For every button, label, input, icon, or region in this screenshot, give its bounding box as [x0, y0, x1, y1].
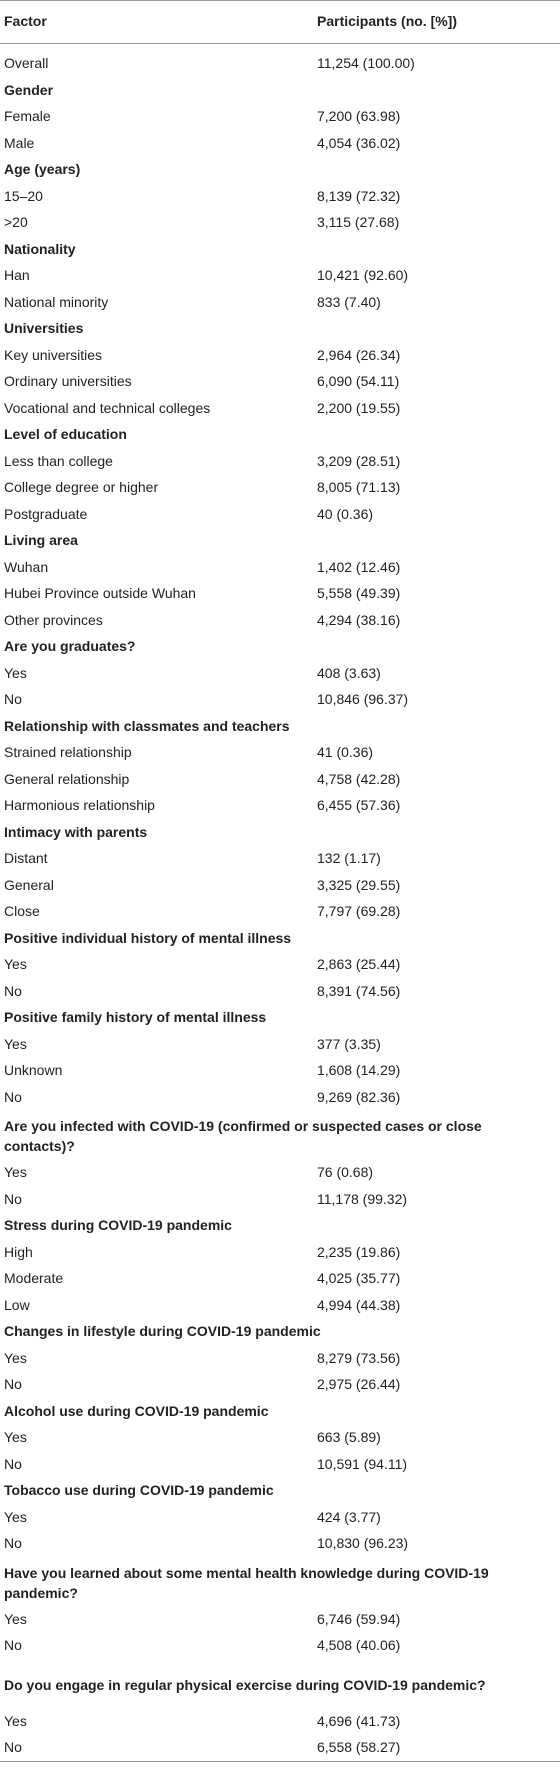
- factor-cell: Moderate: [4, 1270, 64, 1286]
- table-row: [0, 130, 560, 157]
- section-title: Changes in lifestyle during COVID-19 pandemic: [4, 1323, 321, 1339]
- table-row: [0, 1734, 560, 1761]
- factor-cell: No: [4, 982, 22, 999]
- participants-cell: 408 (3.63): [317, 664, 381, 681]
- participants-cell: 4,508 (40.06): [317, 1637, 401, 1653]
- participants-cell: 2,975 (26.44): [317, 1376, 401, 1392]
- table-row: [0, 1371, 560, 1398]
- section-title: Level of education: [4, 426, 127, 442]
- table-row: [0, 1632, 560, 1659]
- section-title: Gender: [4, 81, 54, 98]
- section-header-row: [0, 1212, 560, 1239]
- section-title: Are you graduates?: [4, 638, 136, 654]
- participants-cell: 3,115 (27.68): [317, 214, 400, 230]
- section-header-row: [0, 1659, 560, 1708]
- table-row: [0, 1159, 560, 1186]
- participants-cell: 10,830 (96.23): [317, 1535, 409, 1551]
- section-header-row: [0, 527, 560, 554]
- participants-cell: 6,090 (54.11): [317, 373, 400, 389]
- table-row: [0, 1424, 560, 1451]
- section-header-row: [0, 421, 560, 448]
- section-title: Positive individual history of mental illness: [4, 929, 292, 946]
- table-row: [0, 44, 560, 77]
- factor-cell: No: [4, 1637, 22, 1653]
- section-title: Tobacco use during COVID-19 pandemic: [4, 1482, 274, 1498]
- table-row: [0, 474, 560, 501]
- table-row: [0, 554, 560, 581]
- participants-cell: 2,200 (19.55): [317, 399, 401, 416]
- participants-cell: 8,005 (71.13): [317, 479, 401, 495]
- table-row: [0, 368, 560, 395]
- section-header-row: [0, 315, 560, 342]
- section-title: Stress during COVID-19 pandemic: [4, 1217, 232, 1233]
- factor-cell: Yes: [4, 1349, 27, 1366]
- factor-cell: Yes: [4, 1035, 27, 1052]
- factor-cell: Key universities: [4, 346, 103, 363]
- section-header-row: [0, 713, 560, 740]
- factor-cell: Less than college: [4, 452, 113, 469]
- table-row: [0, 978, 560, 1005]
- table-row: [0, 872, 560, 899]
- factor-cell: Ordinary universities: [4, 373, 132, 389]
- participants-cell: 10,846 (96.37): [317, 691, 409, 707]
- section-title: Positive family history of mental illness: [4, 1009, 267, 1025]
- table-body: [0, 44, 560, 1762]
- participants-cell: 663 (5.89): [317, 1429, 381, 1445]
- participants-cell: 4,294 (38.16): [317, 611, 401, 628]
- table-row: [0, 183, 560, 210]
- factor-cell: Distant: [4, 850, 48, 866]
- participants-cell: 7,797 (69.28): [317, 903, 401, 919]
- table-row: [0, 1451, 560, 1478]
- section-title: Living area: [4, 532, 78, 548]
- factor-cell: General relationship: [4, 770, 130, 787]
- factor-cell: High: [4, 1243, 33, 1260]
- section-header-row: [0, 236, 560, 263]
- participants-cell: 6,455 (57.36): [317, 797, 401, 813]
- factor-cell: Postgraduate: [4, 505, 88, 522]
- section-title: Relationship with classmates and teachers: [4, 717, 290, 734]
- participants-cell: 4,025 (35.77): [317, 1270, 401, 1286]
- factor-cell: Close: [4, 903, 40, 919]
- table-row: [0, 1239, 560, 1266]
- table-row: [0, 1530, 560, 1557]
- participants-cell: 11,254 (100.00): [317, 55, 415, 71]
- table-row: [0, 660, 560, 687]
- participants-cell: 132 (1.17): [317, 850, 381, 866]
- factor-cell: Hubei Province outside Wuhan: [4, 585, 196, 601]
- participants-cell: 9,269 (82.36): [317, 1088, 401, 1105]
- participants-column-header: Participants (no. [%]): [313, 1, 560, 44]
- participants-cell: 3,325 (29.55): [317, 876, 401, 893]
- factor-cell: National minority: [4, 293, 109, 310]
- participants-cell: 41 (0.36): [317, 744, 374, 760]
- participants-cell: 8,139 (72.32): [317, 187, 401, 204]
- factor-column-header: Factor: [0, 1, 313, 44]
- section-header-row: [0, 1398, 560, 1425]
- participants-cell: 4,054 (36.02): [317, 134, 401, 151]
- factor-cell: Han: [4, 267, 30, 283]
- table-row: [0, 1031, 560, 1058]
- participants-cell: 2,863 (25.44): [317, 956, 401, 972]
- section-header-row: [0, 1110, 560, 1159]
- factor-cell: Harmonious relationship: [4, 797, 155, 813]
- participants-cell: 1,608 (14.29): [317, 1062, 401, 1078]
- table-row: [0, 580, 560, 607]
- table-row: [0, 209, 560, 236]
- table-row: [0, 289, 560, 316]
- section-header-row: [0, 77, 560, 104]
- factor-cell: Yes: [4, 1712, 27, 1729]
- factor-cell: No: [4, 1190, 22, 1207]
- factor-cell: Low: [4, 1296, 30, 1313]
- section-header-row: [0, 633, 560, 660]
- participants-cell: 4,696 (41.73): [317, 1712, 401, 1729]
- factor-cell: Female: [4, 108, 51, 124]
- section-title: Intimacy with parents: [4, 823, 148, 840]
- factor-cell: Other provinces: [4, 611, 103, 628]
- participants-cell: 833 (7.40): [317, 293, 381, 310]
- factor-cell: Strained relationship: [4, 744, 132, 760]
- participants-cell: 11,178 (99.32): [317, 1190, 408, 1207]
- participants-cell: 2,964 (26.34): [317, 346, 401, 363]
- factor-cell: Unknown: [4, 1062, 63, 1078]
- section-title: Do you engage in regular physical exercise during COVID-19 pandemic?: [4, 1676, 486, 1693]
- table-row: [0, 103, 560, 130]
- table-row: [0, 951, 560, 978]
- section-title: Have you learned about some mental health knowledge during COVID-19 pandemic?: [4, 1564, 489, 1601]
- table-row: [0, 898, 560, 925]
- participants-cell: 5,558 (49.39): [317, 585, 401, 601]
- factor-cell: No: [4, 1376, 22, 1392]
- table-row: [0, 845, 560, 872]
- factor-cell: >20: [4, 214, 28, 230]
- factor-cell: Yes: [4, 1610, 27, 1627]
- participants-cell: 10,591 (94.11): [317, 1455, 408, 1472]
- participants-cell: 3,209 (28.51): [317, 452, 401, 469]
- factor-cell: Yes: [4, 1429, 27, 1445]
- table-row: [0, 1345, 560, 1372]
- table-row: [0, 686, 560, 713]
- section-title: Age (years): [4, 161, 81, 177]
- table-row: [0, 1057, 560, 1084]
- factor-cell: Yes: [4, 1508, 27, 1525]
- factor-cell: 15–20: [4, 187, 43, 204]
- factor-cell: Yes: [4, 664, 27, 681]
- participants-cell: 7,200 (63.98): [317, 108, 401, 124]
- factor-cell: Male: [4, 134, 35, 151]
- factor-cell: Wuhan: [4, 558, 49, 575]
- participants-cell: 1,402 (12.46): [317, 558, 401, 575]
- table-row: [0, 1186, 560, 1213]
- table-row: [0, 792, 560, 819]
- table-row: [0, 739, 560, 766]
- factor-cell: Vocational and technical colleges: [4, 399, 211, 416]
- table-row: [0, 448, 560, 475]
- table-header: [0, 1, 560, 44]
- section-header-row: [0, 1004, 560, 1031]
- table-row: [0, 395, 560, 422]
- participants-cell: 4,994 (44.38): [317, 1296, 401, 1313]
- table-row: [0, 1265, 560, 1292]
- factor-cell: No: [0, 1734, 313, 1761]
- header-row: [0, 1, 560, 44]
- participants-cell: 8,279 (73.56): [317, 1349, 401, 1366]
- factor-cell: Yes: [4, 956, 27, 972]
- factor-cell: No: [4, 1088, 22, 1105]
- factor-cell: No: [4, 1535, 22, 1551]
- participants-cell: 6,558 (58.27): [313, 1734, 560, 1761]
- factor-cell: College degree or higher: [4, 479, 159, 495]
- participants-cell: 8,391 (74.56): [317, 982, 401, 999]
- table-row: [0, 342, 560, 369]
- factor-cell: No: [4, 691, 22, 707]
- table-row: [0, 501, 560, 528]
- factor-cell: No: [4, 1455, 22, 1472]
- participants-cell: 377 (3.35): [317, 1035, 381, 1052]
- table-row: [0, 607, 560, 634]
- participants-cell: 4,758 (42.28): [317, 770, 401, 787]
- section-title: Alcohol use during COVID-19 pandemic: [4, 1402, 269, 1419]
- section-header-row: [0, 156, 560, 183]
- table-row: [0, 1084, 560, 1111]
- participants-cell: 424 (3.77): [317, 1508, 381, 1525]
- participants-cell: 10,421 (92.60): [317, 267, 409, 283]
- participants-cell: 40 (0.36): [317, 505, 374, 522]
- participants-cell: 76 (0.68): [317, 1164, 374, 1180]
- factor-cell: Yes: [4, 1164, 27, 1180]
- table-row: [0, 1708, 560, 1735]
- table-row: [0, 1292, 560, 1319]
- section-title: Universities: [4, 320, 84, 336]
- section-title: Nationality: [4, 240, 76, 257]
- participants-cell: 6,746 (59.94): [317, 1610, 401, 1627]
- section-header-row: [0, 1318, 560, 1345]
- section-header-row: [0, 925, 560, 952]
- table-row: [0, 1504, 560, 1531]
- section-header-row: [0, 1557, 560, 1606]
- table-row: [0, 262, 560, 289]
- section-header-row: [0, 819, 560, 846]
- section-title: Are you infected with COVID-19 (confirmed or suspected cases or close contacts)?: [4, 1118, 482, 1154]
- table-row: [0, 1606, 560, 1633]
- table-row: [0, 766, 560, 793]
- factor-cell: General: [4, 876, 54, 893]
- section-header-row: [0, 1477, 560, 1504]
- participants-cell: 2,235 (19.86): [317, 1243, 401, 1260]
- factor-cell: Overall: [4, 55, 49, 71]
